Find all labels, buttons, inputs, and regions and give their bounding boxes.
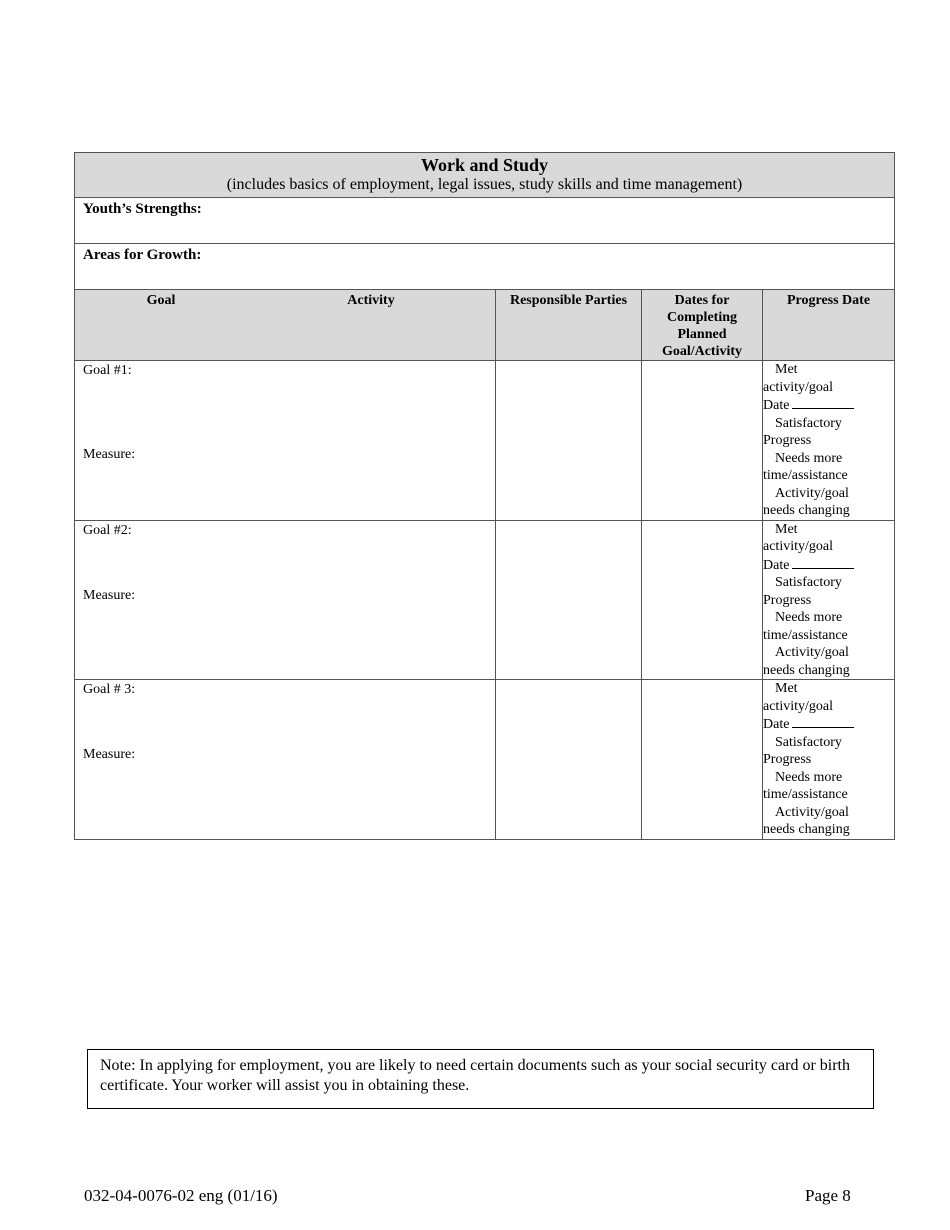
responsible-cell[interactable]: [496, 361, 642, 521]
needs-changing-option[interactable]: Activity/goal: [775, 804, 849, 820]
met-option-text: activity/goal: [763, 539, 833, 554]
responsible-header: Responsible Parties: [509, 293, 628, 308]
dates-cell[interactable]: [642, 680, 763, 840]
responsible-cell[interactable]: [496, 520, 642, 680]
section-subtitle: (includes basics of employment, legal issues, study skills and time management): [226, 176, 743, 193]
goal-activity-cell[interactable]: [75, 520, 496, 680]
goal-activity-header: [75, 290, 496, 361]
date-label: Date: [763, 398, 790, 413]
goal-label: Goal #1:: [83, 363, 132, 378]
goal-row: [75, 361, 895, 521]
measure-label: Measure:: [83, 747, 136, 762]
responsible-header-cell: [496, 290, 642, 361]
date-line[interactable]: [763, 715, 894, 734]
date-line[interactable]: [763, 396, 894, 415]
measure-label: Measure:: [83, 447, 136, 462]
growth-field[interactable]: [75, 244, 895, 290]
date-label: Date: [763, 557, 790, 573]
met-option[interactable]: Met: [775, 681, 798, 696]
needs-more-option-text: time/assistance: [763, 627, 848, 643]
work-study-table: [74, 152, 895, 840]
progress-header-cell: [763, 290, 895, 361]
needs-changing-option[interactable]: Activity/goal: [775, 485, 849, 501]
responsible-cell[interactable]: [496, 680, 642, 840]
needs-more-option-text: time/assistance: [763, 787, 848, 802]
needs-more-option-text: time/assistance: [763, 468, 848, 483]
strengths-field[interactable]: [75, 198, 895, 244]
satisfactory-option[interactable]: Satisfactory: [775, 415, 842, 431]
section-title: Work and Study: [420, 155, 549, 175]
needs-more-option[interactable]: Needs more: [775, 610, 843, 625]
dates-header-line: Planned: [677, 327, 727, 342]
growth-label: Areas for Growth:: [83, 247, 202, 263]
date-blank[interactable]: [792, 715, 854, 728]
employment-note: Note: In applying for employment, you are likely to need certain documents such as your social security card or birth certificate. Your worker will assist you in obtaining these.: [87, 1049, 874, 1109]
satisfactory-option-text: Progress: [763, 433, 812, 448]
goal-row: [75, 520, 895, 680]
satisfactory-option-text: Progress: [763, 592, 812, 608]
goal-label: Goal # 3:: [83, 682, 136, 697]
strengths-label: Youth’s Strengths:: [83, 201, 202, 217]
date-blank[interactable]: [792, 396, 854, 409]
page-number: Page 8: [805, 1186, 851, 1205]
goal-activity-cell[interactable]: [75, 361, 496, 521]
activity-header: Activity: [347, 293, 395, 308]
date-label: Date: [763, 717, 790, 732]
needs-changing-option-text: needs changing: [763, 503, 850, 518]
progress-cell: [763, 520, 895, 680]
progress-cell: [763, 361, 895, 521]
section-header: [75, 153, 895, 198]
met-option-text: activity/goal: [763, 698, 833, 714]
goal-header: Goal: [146, 293, 176, 308]
needs-changing-option[interactable]: Activity/goal: [775, 645, 849, 660]
needs-changing-option-text: needs changing: [763, 662, 850, 678]
met-option[interactable]: Met: [775, 362, 798, 377]
goal-row: [75, 680, 895, 840]
needs-more-option[interactable]: Needs more: [775, 769, 843, 785]
measure-label: Measure:: [83, 587, 136, 603]
progress-cell: [763, 680, 895, 840]
goal-activity-cell[interactable]: [75, 680, 496, 840]
dates-cell[interactable]: [642, 361, 763, 521]
dates-header-line: Goal/Activity: [661, 344, 743, 359]
dates-header-cell: [642, 290, 763, 361]
date-line[interactable]: [763, 556, 894, 575]
dates-header-line: Completing: [667, 310, 737, 325]
met-option-text: activity/goal: [763, 379, 833, 395]
needs-changing-option-text: needs changing: [763, 822, 850, 837]
goal-label: Goal #2:: [83, 522, 132, 538]
progress-header: Progress Date: [786, 293, 871, 308]
satisfactory-option[interactable]: Satisfactory: [775, 734, 842, 750]
met-option[interactable]: Met: [775, 521, 798, 537]
dates-cell[interactable]: [642, 520, 763, 680]
satisfactory-option[interactable]: Satisfactory: [775, 575, 842, 590]
date-blank[interactable]: [792, 556, 854, 569]
dates-header-line: Dates for: [674, 293, 730, 308]
form-number: 032-04-0076-02 eng (01/16): [84, 1186, 278, 1205]
needs-more-option[interactable]: Needs more: [775, 450, 843, 466]
satisfactory-option-text: Progress: [763, 752, 812, 767]
